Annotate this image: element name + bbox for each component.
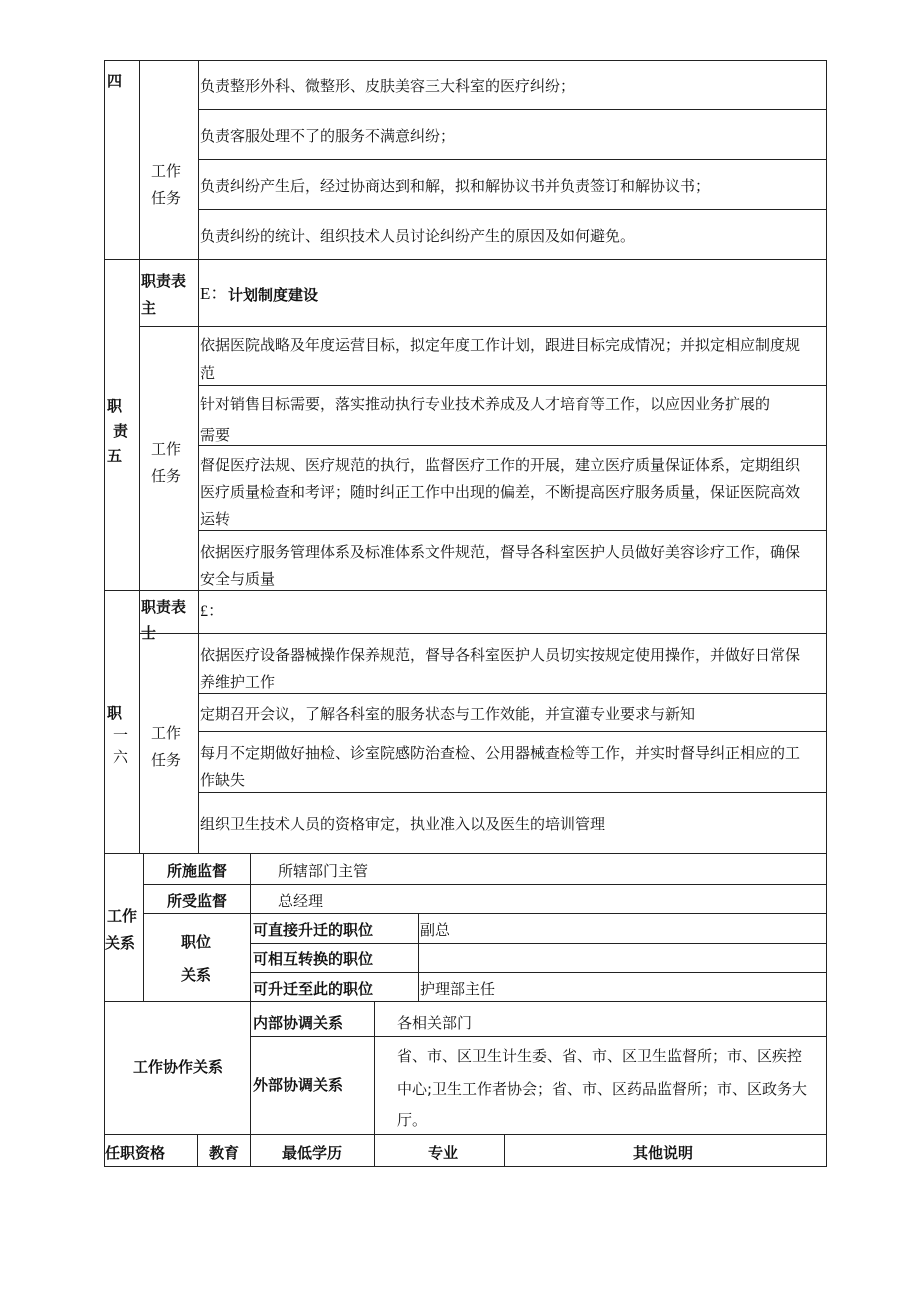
grid-line — [198, 731, 827, 732]
grid-line — [139, 633, 827, 634]
from-value: 护理部主任 — [420, 980, 496, 998]
task-label: 工作 — [151, 440, 182, 458]
grid-line — [104, 853, 827, 854]
section-label: 一 — [113, 726, 129, 744]
section-label: 责 — [113, 422, 129, 440]
task-label: 任务 — [151, 751, 182, 769]
rotate-label: 可相互转换的职位 — [253, 950, 374, 968]
task-item: 负责纠纷的统计、组织技术人员讨论纠纷产生的原因及如何避免。 — [200, 227, 636, 245]
grid-line — [198, 159, 827, 160]
task-label: 工作 — [151, 724, 182, 742]
task-item-line: 养维护工作 — [200, 673, 276, 691]
task-item-line: 督促医疗法规、医疗规范的执行，监督医疗工作的开展，建立医疗质量保证体系，定期组织 — [200, 456, 801, 474]
duty-label: 职责表 — [141, 272, 187, 290]
grid-line — [250, 972, 827, 973]
task-item-line: 依据医院战略及年度运营目标，拟定年度工作计划，跟进目标完成情况；并拟定相应制度规 — [200, 336, 801, 354]
section-label: 六 — [113, 748, 129, 766]
section-label: 职 — [107, 704, 123, 722]
task-item-line: 运转 — [200, 510, 231, 528]
duty-label-clip — [139, 620, 197, 642]
task-item: 负责纠纷产生后，经过协商达到和解，拟和解协议书并负责签订和解协议书； — [200, 177, 711, 195]
task-item-line: 针对销售目标需要，落实推动执行专业技术养成及人才培育等工作，以应因业务扩展的 — [200, 395, 771, 413]
task-item-line: 作缺失 — [200, 771, 246, 789]
task-item-line: 需要 — [200, 426, 231, 444]
supervised-value: 总经理 — [278, 892, 324, 910]
position-label: 关系 — [181, 966, 212, 984]
task-item: 负责整形外科、微整形、皮肤美容三大科室的医疗纠纷； — [200, 77, 576, 95]
task-item-line: 安全与质量 — [200, 570, 276, 588]
internal-value: 各相关部门 — [397, 1014, 473, 1032]
task-item: 负责客服处理不了的服务不满意纠纷； — [200, 127, 456, 145]
external-value-line: 厅。 — [397, 1111, 428, 1129]
grid-line — [139, 60, 140, 853]
grid-line — [198, 530, 827, 531]
grid-line — [143, 884, 827, 885]
qualification-label: 任职资格 — [105, 1144, 166, 1162]
from-label: 可升迁至此的职位 — [253, 980, 374, 998]
promote-value: 副总 — [420, 921, 451, 939]
other-label: 其他说明 — [633, 1144, 694, 1162]
section-label: 职 — [107, 397, 123, 415]
task-item-line: 组织卫生技术人员的资格审定，执业准入以及医生的培训管理 — [200, 815, 606, 833]
cooperation-label: 工作协作关系 — [133, 1058, 224, 1076]
grid-line — [198, 445, 827, 446]
major-label: 专业 — [428, 1144, 459, 1162]
grid-line — [139, 326, 827, 327]
task-item-line: 范 — [200, 364, 216, 382]
grid-line — [250, 853, 251, 1167]
internal-label: 内部协调关系 — [253, 1014, 344, 1032]
section-label: 五 — [107, 447, 123, 465]
task-label: 任务 — [151, 189, 182, 207]
duty-title: 计划制度建设 — [228, 286, 319, 304]
grid-line — [104, 60, 105, 1167]
grid-line — [504, 1134, 505, 1167]
grid-line — [104, 60, 827, 61]
education-label: 教育 — [209, 1144, 240, 1162]
duty-label: 士 — [141, 624, 157, 642]
supervised-label: 所受监督 — [167, 892, 228, 910]
external-value-line: 省、市、区卫生计生委、省、市、区卫生监督所；市、区疾控 — [397, 1047, 803, 1065]
external-label: 外部协调关系 — [253, 1076, 344, 1094]
grid-line — [143, 913, 827, 914]
grid-line — [143, 853, 144, 1001]
grid-line — [198, 693, 827, 694]
task-item-line: 定期召开会议，了解各科室的服务状态与工作效能，并宣灌专业要求与新知 — [200, 705, 696, 723]
grid-line — [198, 60, 199, 853]
duty-prefix: E： — [200, 284, 228, 303]
section-number: 四 — [107, 72, 123, 90]
grid-line — [250, 943, 827, 944]
task-label: 工作 — [151, 162, 182, 180]
grid-line — [826, 60, 827, 1167]
task-item-line: 每月不定期做好抽检、诊室院感防治查检、公用器械查检等工作，并实时督导纠正相应的工 — [200, 744, 801, 762]
grid-line — [104, 1166, 827, 1167]
task-item-line: 依据医疗设备器械操作保养规范，督导各科室医护人员切实按规定使用操作，并做好日常保 — [200, 646, 801, 664]
duty-label: 职责表 — [141, 598, 187, 616]
relations-label: 关系 — [105, 934, 136, 952]
supervise-value: 所辖部门主管 — [278, 862, 369, 880]
min-degree-label: 最低学历 — [282, 1144, 343, 1162]
task-item-line: 依据医疗服务管理体系及标准体系文件规范，督导各科室医护人员做好美容诊疗工作，确保 — [200, 543, 801, 561]
external-value-line: 中心;卫生工作者协会；省、市、区药品监督所；市、区政务大 — [397, 1080, 808, 1098]
supervise-label: 所施监督 — [167, 862, 228, 880]
grid-line — [104, 259, 827, 260]
grid-line — [374, 1001, 375, 1167]
duty-label: 主 — [141, 299, 157, 317]
promote-label: 可直接升迁的职位 — [253, 921, 374, 939]
grid-line — [198, 792, 827, 793]
relations-label: 工作 — [107, 907, 138, 925]
grid-line — [198, 109, 827, 110]
task-label: 任务 — [151, 467, 182, 485]
grid-line — [198, 385, 827, 386]
grid-line — [198, 209, 827, 210]
task-item-line: 医疗质量检查和考评；随时纠正工作中出现的偏差，不断提高医疗服务质量，保证医院高效 — [200, 483, 801, 501]
duty-prefix: £： — [200, 603, 225, 620]
position-label: 职位 — [181, 933, 212, 951]
grid-line — [250, 1036, 827, 1037]
grid-line — [104, 1134, 827, 1135]
grid-line — [418, 913, 419, 1001]
grid-line — [197, 1134, 198, 1167]
